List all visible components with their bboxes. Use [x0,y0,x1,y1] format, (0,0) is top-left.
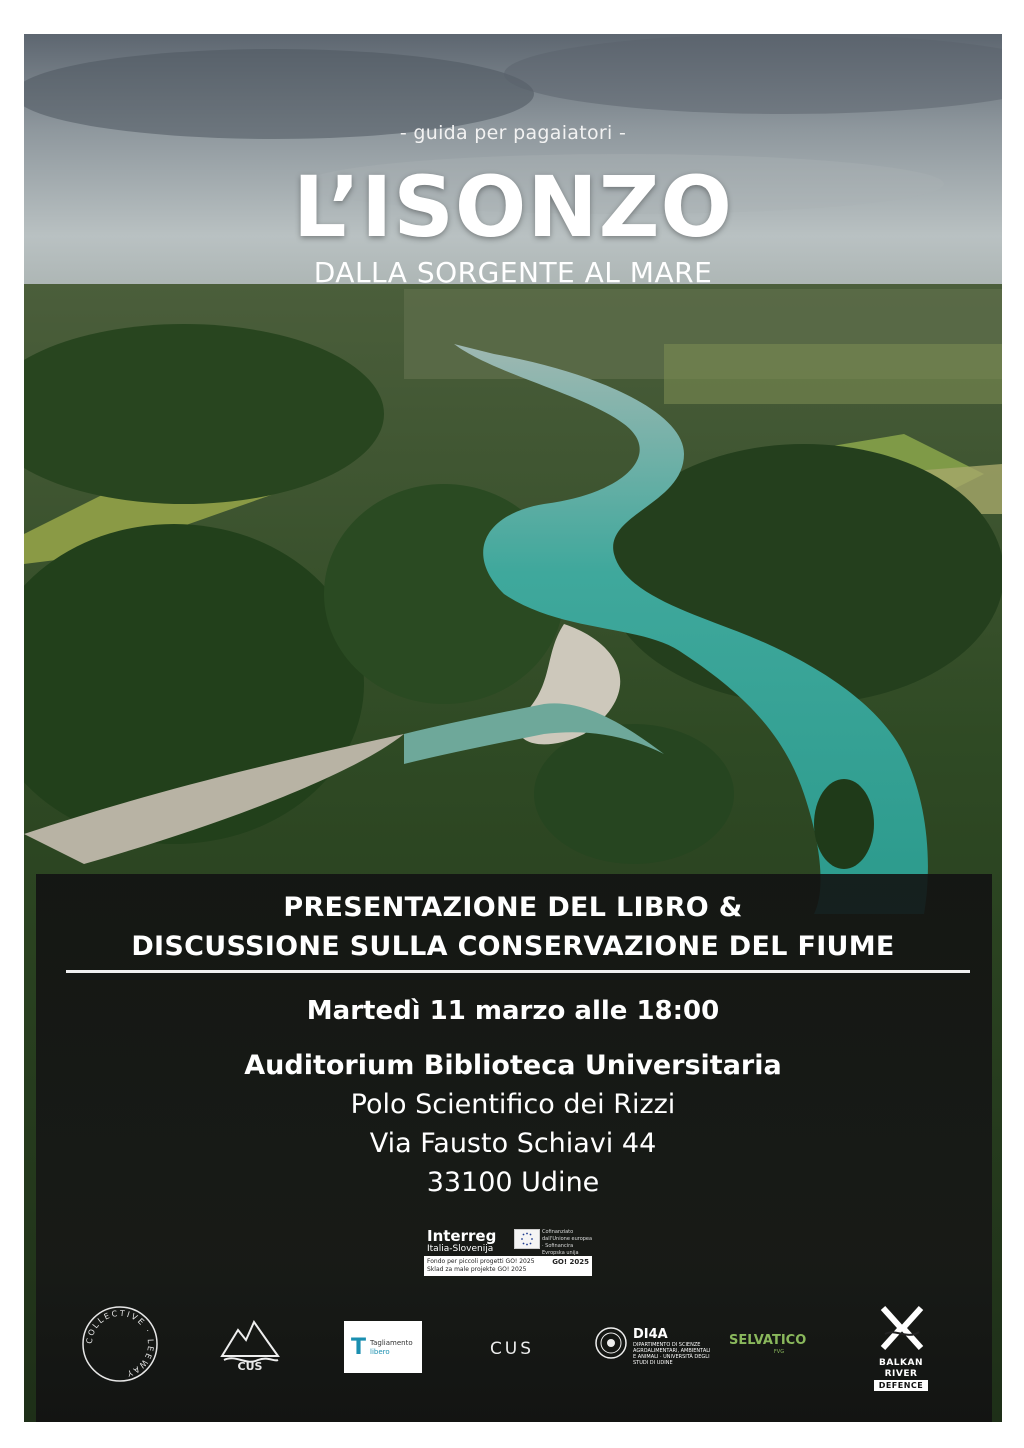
guide-kicker: - guida per pagaiatori - [399,122,627,144]
event-date: Martedì 11 marzo alle 18:00 [306,996,720,1026]
venue-name: Auditorium Biblioteca Universitaria [244,1050,782,1081]
leeway-text: COLLECTIVE · LEEWAY [84,1308,156,1379]
balkan-river-defence-mark-icon [879,1304,925,1358]
poster [24,34,1002,1422]
venue-address: Via Fausto Schiavi 44 [369,1128,657,1159]
event-heading-line1: PRESENTAZIONE DEL LIBRO & [283,892,743,923]
di4a-name: DI4A [633,1327,668,1342]
balkan-line3: DEFENCE [874,1380,928,1391]
cus-logo: CUS [489,1339,535,1359]
event-heading-line2: DISCUSSIONE SULLA CONSERVAZIONE DEL FIUME [131,931,895,962]
tagliamento-mark-icon: T [351,1335,367,1360]
balkan-line2: RIVER [884,1369,918,1379]
tagliamento-name: Tagliamento [370,1339,413,1347]
book-subtitle: DALLA SORGENTE AL MARE [313,256,713,289]
go2025-code: GO! 2025 [552,1258,589,1266]
book-title: L’ISONZO [293,158,733,256]
eu-flag-icon [514,1229,540,1249]
cus-rafting-label: CUS [237,1360,263,1373]
tagliamento-sub: libero [370,1348,390,1356]
interreg-region: Italia-Slovenija [427,1244,494,1254]
svg-text:COLLECTIVE · LEEWAY [85,1309,155,1379]
leeway-collective-logo [80,1304,160,1388]
di4a-seal-icon [594,1326,628,1364]
interreg-brand: Interreg [427,1227,497,1245]
interreg-fund-box [424,1256,592,1276]
venue-city: 33100 Udine [426,1167,600,1198]
selvatico-logo: SELVATICO [729,1333,807,1348]
selvatico-sub: FVG [773,1349,785,1355]
balkan-river-defence-logo [874,1358,928,1391]
venue-line2: Polo Scientifico dei Rizzi [350,1089,676,1120]
fund-line2: Sklad za male projekte GO! 2025 [427,1266,527,1273]
cus-rafting-logo [218,1316,282,1380]
balkan-line1: BALKAN [878,1358,924,1368]
tagliamento-libero-logo [344,1321,422,1373]
eu-cofunding-text: Cofinanziato dall'Unione europea · Sofinancira Evropska unija [542,1229,593,1256]
interreg-logo [424,1227,594,1279]
heading-divider [66,970,970,973]
fund-line1: Fondo per piccoli progetti GO! 2025 [427,1258,535,1265]
di4a-department: DIPARTIMENTO DI SCIENZE AGROALIMENTARI, AMBIENTALI E ANIMALI · UNIVERSITÀ DEGLI STUDI DI UDINE [633,1342,711,1366]
di4a-logo [633,1327,713,1366]
